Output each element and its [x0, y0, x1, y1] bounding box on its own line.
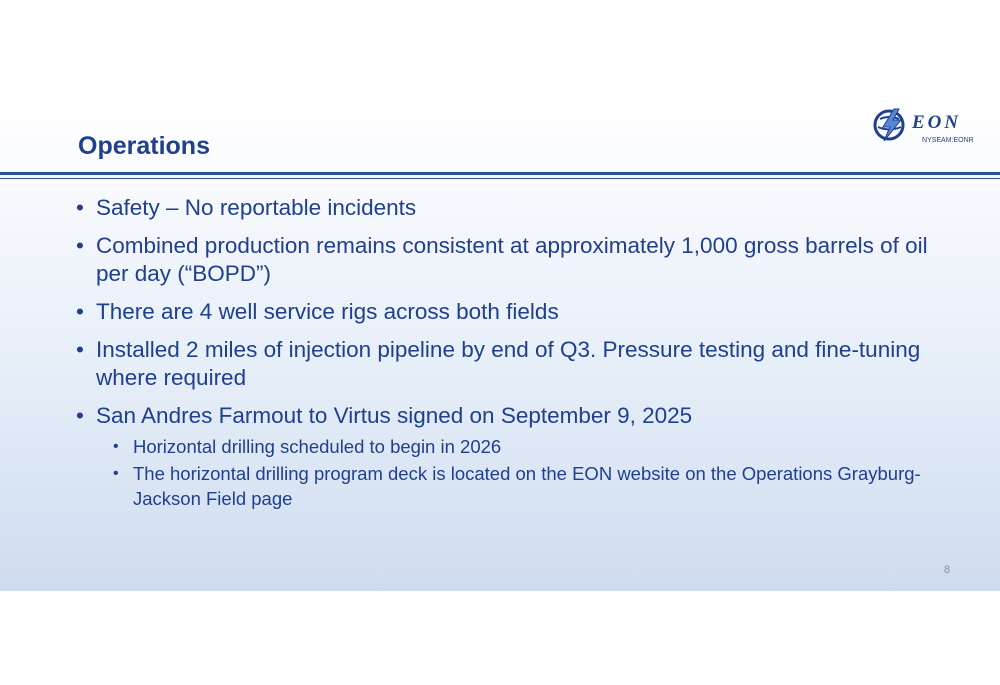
title-rule-thin	[0, 178, 1000, 179]
bullet-item: • Combined production remains consistent at approximately 1,000 gross barrels of oil per day (“BOPD”)	[76, 232, 936, 288]
bullet-item: • There are 4 well service rigs across both fields	[76, 298, 936, 326]
sub-bullet-item: • Horizontal drilling scheduled to begin in 2026	[113, 434, 936, 459]
sub-bullet-item: • The horizontal drilling program deck is located on the EON website on the Operations Grayburg-Jackson Field page	[113, 461, 936, 511]
title-rule-thick	[0, 172, 1000, 175]
bullet-list	[76, 194, 936, 513]
bullet-item: • San Andres Farmout to Virtus signed on September 9, 2025	[76, 402, 936, 430]
bullet-item: • Safety – No reportable incidents	[76, 194, 936, 222]
bullet-item: • Installed 2 miles of injection pipeline by end of Q3. Pressure testing and fine-tuning where required	[76, 336, 936, 392]
slide-title: Operations	[78, 132, 210, 160]
lightning-globe-icon	[872, 108, 910, 142]
eon-logo	[872, 106, 984, 148]
slide	[0, 94, 1000, 591]
logo-ticker: NYSEAM:EONR	[922, 137, 974, 144]
page-number: 8	[944, 564, 951, 576]
logo-wordmark: EON	[912, 112, 962, 133]
